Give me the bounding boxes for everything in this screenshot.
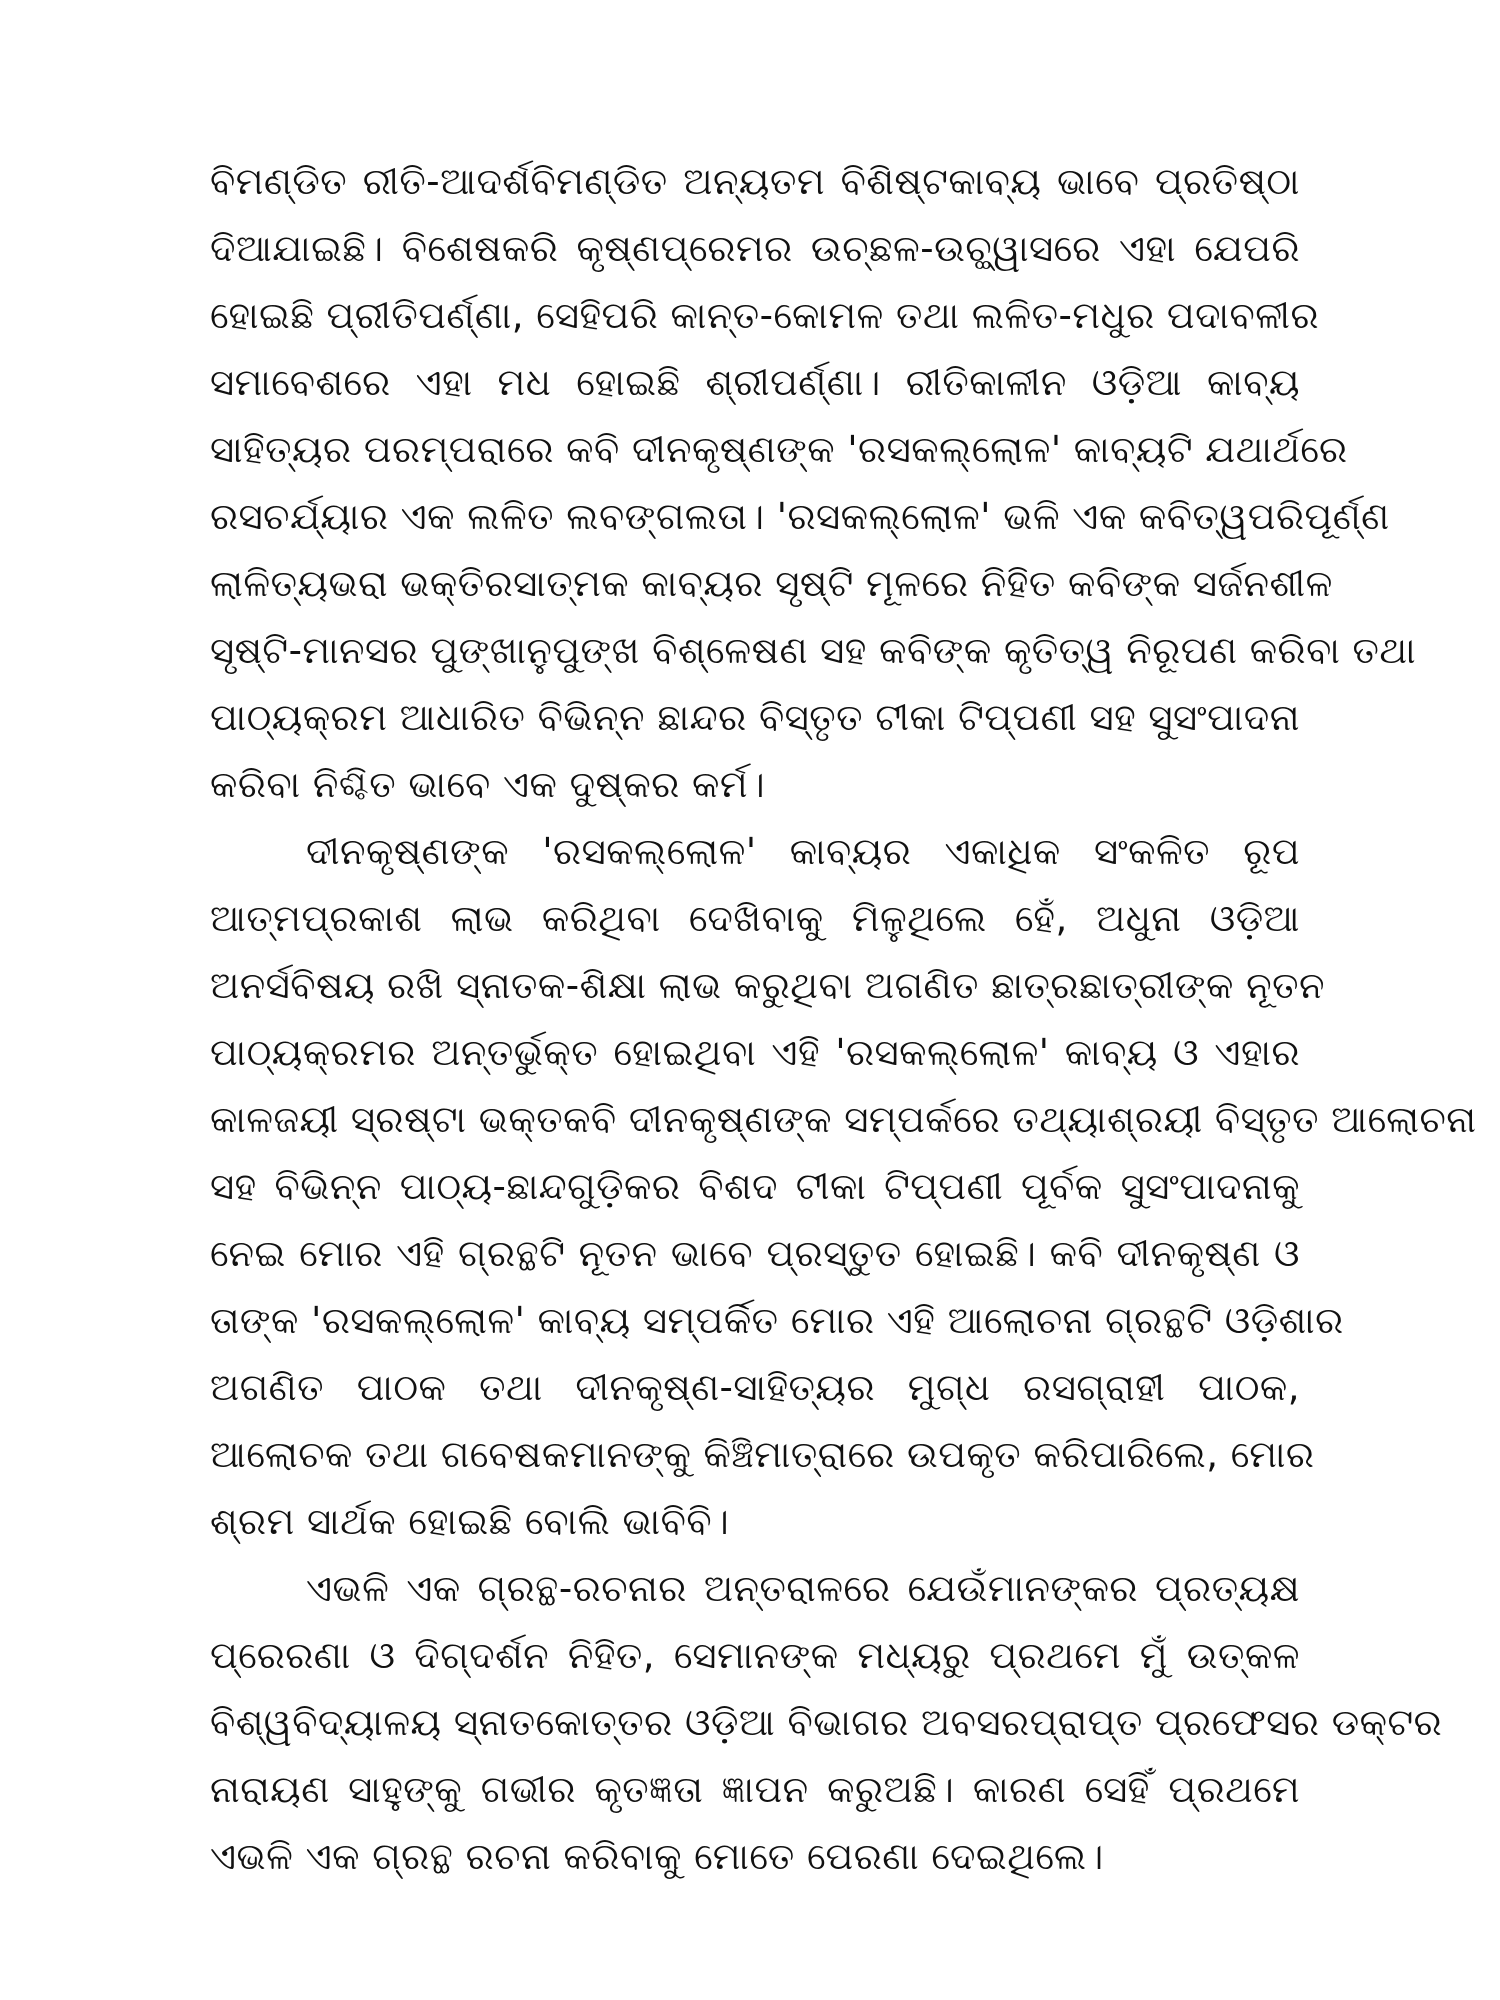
text-line: କାଳଜୟୀ ସ୍ରଷ୍ଟା ଭକ୍ତକବି ଦୀନକୃଷ୍ଣଙ୍କ ସମ୍ପର୍କରେ ତଥ୍ୟାଶ୍ରୟୀ ବିସ୍ତୃତ ଆଲୋଚନା — [210, 1098, 1477, 1141]
text-line: ହୋଇଛି ପ୍ରୀତିପର୍ଣ୍ଣା, ସେହିପରି କାନ୍ତ-କୋମଳ ତଥା ଲଳିତ-ମଧୁର ପଦାବଳୀର — [210, 294, 1320, 337]
text-line: ଅଗଣିତ ପାଠକ ତଥା ଦୀନକୃଷ୍ଣ-ସାହିତ୍ୟର ମୁଗ୍ଧ ରସଗ୍ରାହୀ ପାଠକ, — [210, 1366, 1300, 1409]
text-line: ଦୀନକୃଷ୍ଣଙ୍କ 'ରସକଲ୍ଲୋଳ' କାବ୍ୟର ଏକାଧିକ ସଂକଳିତ ରୂପ — [306, 830, 1300, 873]
text-line: ବିମଣ୍ଡିତ ରୀତି-ଆଦର୍ଶବିମଣ୍ଡିତ ଅନ୍ୟତମ ବିଶିଷ୍ଟକାବ୍ୟ ଭାବେ ପ୍ରତିଷ୍ଠା — [210, 160, 1300, 203]
text-line: ପାଠ୍ୟକ୍ରମର ଅନ୍ତର୍ଭୁକ୍ତ ହୋଇଥିବା ଏହି 'ରସକଲ୍ଲୋଳ' କାବ୍ୟ ଓ ଏହାର — [210, 1031, 1300, 1074]
text-line: ସାହିତ୍ୟର ପରମ୍ପରାରେ କବି ଦୀନକୃଷ୍ଣଙ୍କ 'ରସକଲ୍ଲୋଳ' କାବ୍ୟଟି ଯଥାର୍ଥରେ — [210, 428, 1348, 471]
text-line: ନାରାୟଣ ସାହୁଙ୍କୁ ଗଭୀର କୃତଜ୍ଞତା ଜ୍ଞାପନ କରୁଅଛି। କାରଣ ସେହିଁ ପ୍ରଥମେ — [210, 1768, 1300, 1811]
text-line: କରିବା ନିଶ୍ଚିତ ଭାବେ ଏକ ଦୁଷ୍କର କର୍ମ। — [210, 763, 766, 806]
text-line: ତାଙ୍କ 'ରସକଲ୍ଲୋଳ' କାବ୍ୟ ସମ୍ପର୍କିତ ମୋର ଏହି ଆଲୋଚନା ଗ୍ରନ୍ଥଟି ଓଡ଼ିଶାର — [210, 1299, 1344, 1342]
paragraph-2 — [210, 818, 1477, 1555]
text-line: ଆଲୋଚକ ତଥା ଗବେଷକମାନଙ୍କୁ କିଞ୍ଚିମାତ୍ରାରେ ଉପକୃତ କରିପାରିଲେ, ମୋର — [210, 1433, 1315, 1476]
paragraph-3 — [210, 1555, 1443, 1890]
text-line: ପ୍ରେରଣା ଓ ଦିଗ୍‌ଦର୍ଶନ ନିହିତ, ସେମାନଙ୍କ ମଧ୍ୟରୁ ପ୍ରଥମେ ମୁଁ ଉତ୍କଳ — [210, 1634, 1300, 1677]
text-line: ସୃଷ୍ଟି-ମାନସର ପୁଙ୍ଖାନୁପୁଙ୍ଖ ବିଶ୍ଳେଷଣ ସହ କବିଙ୍କ କୃତିତ୍ୱ ନିରୂପଣ କରିବା ତଥା — [210, 629, 1417, 672]
text-line: ଶ୍ରମ ସାର୍ଥକ ହୋଇଛି ବୋଲି ଭାବିବି। — [210, 1500, 730, 1543]
text-line: ଏଭଳି ଏକ ଗ୍ରନ୍ଥ ରଚନା କରିବାକୁ ମୋତେ ପେରଣା ଦେଇଥିଲେ। — [210, 1835, 1104, 1878]
text-line: ରସଚର୍ଯ୍ୟାର ଏକ ଲଳିତ ଲବଙ୍ଗଲତା। 'ରସକଲ୍ଲୋଳ' ଭଳି ଏକ କବିତ୍ୱପରିପୂର୍ଣ୍ଣ — [210, 495, 1390, 538]
text-line: ଆତ୍ମପ୍ରକାଶ ଲାଭ କରିଥିବା ଦେଖିବାକୁ ମିଳୁଥିଲେ ହେଁ, ଅଧୁନା ଓଡ଼ିଆ — [210, 897, 1300, 940]
text-line: ଅନର୍ସବିଷୟ ରଖି ସ୍ନାତକ-ଶିକ୍ଷା ଲାଭ କରୁଥିବା ଅଗଣିତ ଛାତ୍ରଛାତ୍ରୀଙ୍କ ନୂତନ — [210, 964, 1325, 1007]
text-line: ପାଠ୍ୟକ୍ରମ ଆଧାରିତ ବିଭିନ୍ନ ଛାନ୍ଦର ବିସ୍ତୃତ ଟୀକା ଟିପ୍ପଣୀ ସହ ସୁସଂପାଦନା — [210, 696, 1300, 739]
text-line: ସମାବେଶରେ ଏହା ମଧ ହୋଇଛି ଶ୍ରୀପର୍ଣ୍ଣା। ରୀତିକାଳୀନ ଓଡ଼ିଆ କାବ୍ୟ — [210, 361, 1300, 404]
text-line: ଲାଳିତ୍ୟଭରା ଭକ୍ତିରସାତ୍ମକ କାବ୍ୟର ସୃଷ୍ଟି ମୂଳରେ ନିହିତ କବିଙ୍କ ସର୍ଜନଶୀଳ — [210, 562, 1333, 605]
text-line: ନେଇ ମୋର ଏହି ଗ୍ରନ୍ଥଟି ନୂତନ ଭାବେ ପ୍ରସ୍ତୁତ ହୋଇଛି। କବି ଦୀନକୃଷ୍ଣ ଓ — [210, 1232, 1300, 1275]
text-line: ବିଶ୍ୱବିଦ୍ୟାଳୟ ସ୍ନାତକୋତ୍ତର ଓଡ଼ିଆ ବିଭାଗର ଅବସରପ୍ରାପ୍ତ ପ୍ରଫେସର ଡକ୍ଟର — [210, 1701, 1443, 1744]
text-line: ଦିଆଯାଇଛି। ବିଶେଷକରି କୃଷ୍ଣପ୍ରେମର ଉଚ୍ଛଳ-ଉଚ୍ଛ୍ୱାସରେ ଏହା ଯେପରି — [210, 227, 1300, 270]
text-line: ସହ ବିଭିନ୍ନ ପାଠ୍ୟ-ଛାନ୍ଦଗୁଡ଼ିକର ବିଶଦ ଟୀକା ଟିପ୍ପଣୀ ପୂର୍ବକ ସୁସଂପାଦନାକୁ — [210, 1165, 1300, 1208]
paragraph-1 — [210, 148, 1417, 818]
text-line: ଏଭଳି ଏକ ଗ୍ରନ୍ଥ-ରଚନାର ଅନ୍ତରାଳରେ ଯେଉଁମାନଙ୍କର ପ୍ରତ୍ୟକ୍ଷ — [306, 1567, 1300, 1610]
